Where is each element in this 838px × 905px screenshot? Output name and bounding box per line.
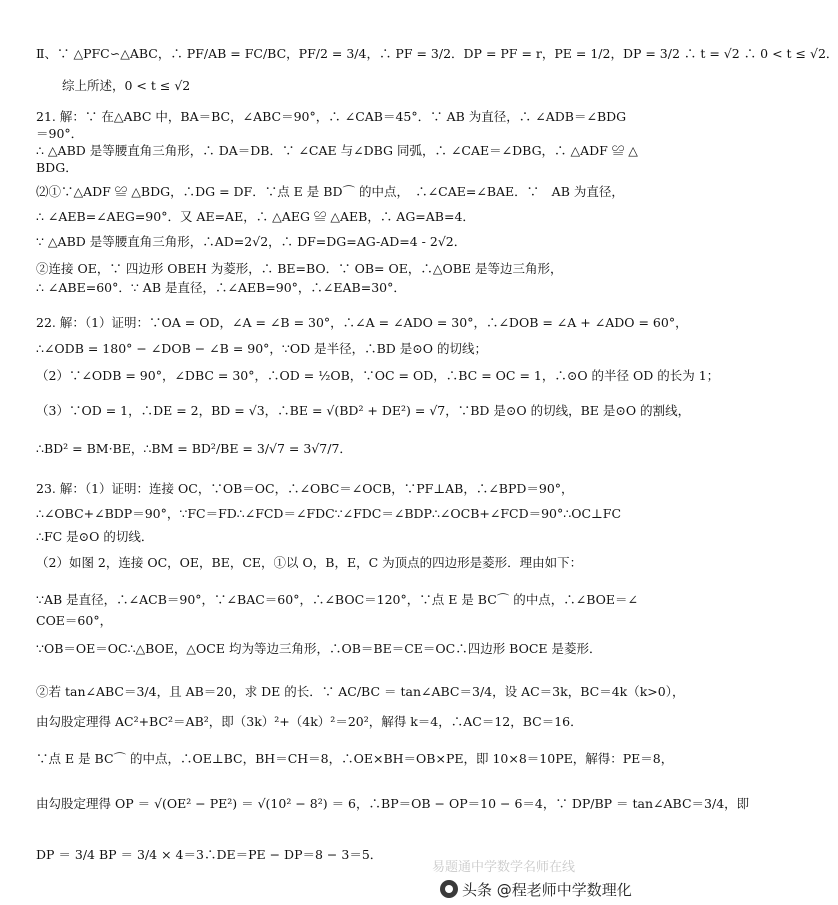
text-line: ∵点 E 是 BC⌒ 的中点，∴OE⊥BC，BH＝CH＝8，∴OE×BH＝OB×PE，即 10×8＝10PE，解得：PE＝8， bbox=[36, 751, 674, 766]
text-line: COE＝60°， bbox=[36, 613, 113, 628]
text-line: ②若 tan∠ABC＝3/4，且 AB＝20，求 DE 的长．∵ AC/BC ＝ tan∠ABC＝3/4，设 AC＝3k，BC＝4k（k>0）， bbox=[36, 684, 685, 699]
text-line: ∴ △ABD 是等腰直角三角形，∴ DA＝DB．∵ ∠CAE 与∠DBG 同弧，∴ ∠CAE＝∠DBG，∴ △ADF ≌ △ bbox=[36, 143, 638, 158]
text-line: （3）∵OD = 1，∴DE = 2，BD = √3，∴BE = √(BD² + DE²) = √7，∵BD 是⊙O 的切线，BE 是⊙O 的割线， bbox=[36, 403, 691, 418]
toutiao-logo-icon bbox=[440, 880, 458, 898]
ghost-watermark: 易题通中学数学名师在线 bbox=[432, 860, 576, 875]
text-line: 由勾股定理得 OP ＝ √(OE² − PE²) ＝ √(10² − 8²) ＝ 6，∴BP＝OB − OP＝10 − 6＝4，∵ DP/BP ＝ tan∠ABC＝3/4，即 bbox=[36, 796, 750, 811]
text-line: ②连接 OE，∵ 四边形 OBEH 为菱形，∴ BE=BO．∵ OB= OE，∴△OBE 是等边三角形， bbox=[36, 261, 563, 276]
text-line: BDG． bbox=[36, 160, 78, 175]
text-line: 21. 解：∵ 在△ABC 中，BA＝BC，∠ABC＝90°，∴ ∠CAB＝45°．∵ AB 为直径，∴ ∠ADB＝∠BDG bbox=[36, 109, 627, 124]
text-line: ∴FC 是⊙O 的切线． bbox=[36, 529, 154, 544]
text-line: ∴ ∠ABE=60°．∵ AB 是直径，∴∠AEB=90°，∴∠EAB=30°． bbox=[36, 280, 406, 295]
text-line: Ⅱ、∵ △PFC∽△ABC，∴ PF/AB = FC/BC，PF/2 = 3/4，∴ PF = 3/2．DP = PF = r，PE = 1/2，DP = 3/2 ∴ t = √2 ∴ 0 < t ≤ √2． bbox=[36, 46, 838, 61]
text-line: ∵AB 是直径，∴∠ACB＝90°，∵∠BAC＝60°，∴∠BOC＝120°，∵点 E 是 BC⌒ 的中点，∴∠BOE＝∠ bbox=[36, 592, 639, 607]
text-line: ∴∠OBC+∠BDP＝90°，∵FC＝FD∴∠FCD＝∠FDC∵∠FDC＝∠BDP∴∠OCB+∠FCD＝90°∴OC⊥FC bbox=[36, 506, 622, 521]
text-line: （2）∵∠ODB = 90°，∠DBC = 30°，∴OD = ½OB，∵OC = OD，∴BC = OC = 1，∴⊙O 的半径 OD 的长为 1； bbox=[36, 368, 720, 383]
text-line: ⑵①∵△ADF ≌ △BDG，∴DG = DF．∵点 E 是 BD⌒ 的中点， ∴∠CAE=∠BAE．∵ AB 为直径， bbox=[36, 184, 624, 199]
text-line: （2）如图 2，连接 OC，OE，BE，CE，①以 O，B，E，C 为顶点的四边形是菱形．理由如下： bbox=[36, 555, 583, 570]
text-line: 由勾股定理得 AC²+BC²＝AB²，即（3k）²+（4k）²＝20²，解得 k＝4，∴AC＝12，BC＝16． bbox=[36, 714, 583, 729]
text-line: 22. 解：（1）证明：∵OA = OD，∠A = ∠B = 30°，∴∠A = ∠ADO = 30°，∴∠DOB = ∠A + ∠ADO = 60°， bbox=[36, 315, 688, 330]
text-line: ∵OB＝OE＝OC∴△BOE，△OCE 均为等边三角形，∴OB＝BE＝CE＝OC∴四边形 BOCE 是菱形． bbox=[36, 641, 602, 656]
text-line: ＝90°． bbox=[36, 126, 84, 141]
watermark bbox=[440, 876, 636, 902]
text-line: ∵ △ABD 是等腰直角三角形，∴AD=2√2，∴ DF=DG=AG-AD=4 - 2√2． bbox=[36, 234, 467, 249]
watermark-text: 头条 @程老师中学数理化 bbox=[462, 880, 632, 899]
text-line: ∴∠ODB = 180° − ∠DOB − ∠B = 90°，∵OD 是半径，∴BD 是⊙O 的切线； bbox=[36, 341, 487, 356]
text-line: ∴ ∠AEB=∠AEG=90°．又 AE=AE，∴ △AEG ≌ △AEB，∴ AG=AB=4． bbox=[36, 209, 475, 224]
text-line: ∴BD² = BM·BE，∴BM = BD²/BE = 3/√7 = 3√7/7． bbox=[36, 441, 352, 456]
text-line: DP ＝ 3/4 BP ＝ 3/4 × 4＝3∴DE＝PE − DP＝8 − 3＝5． bbox=[36, 847, 383, 862]
text-line: 综上所述，0 < t ≤ √2 bbox=[62, 78, 191, 93]
text-line: 23. 解：（1）证明：连接 OC，∵OB＝OC，∴∠OBC＝∠OCB，∵PF⊥AB，∴∠BPD＝90°， bbox=[36, 481, 574, 496]
